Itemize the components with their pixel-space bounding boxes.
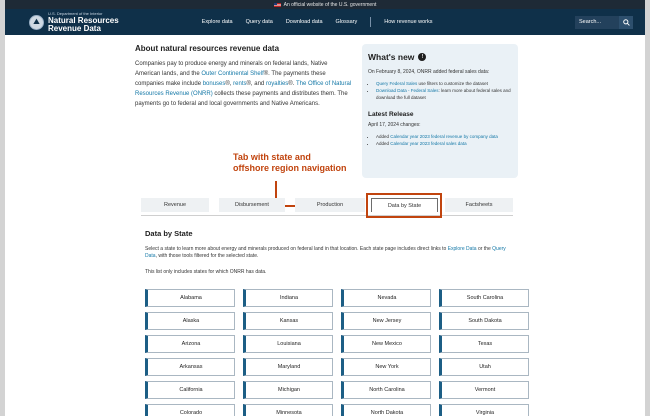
revenue-by-company-link[interactable]: Calendar year 2023 federal revenue by company data: [390, 134, 498, 139]
explore-data-link[interactable]: Explore Data: [447, 246, 477, 252]
rents-link[interactable]: rents: [233, 81, 247, 87]
about-text-part: collects these payments and distributes them. The payments go to federal and local governments and Native Americans.: [135, 91, 348, 107]
dbs-text-part: or the: [476, 246, 493, 252]
list-item-text: : learn more about federal sales and download the full dataset: [376, 88, 511, 100]
whats-new-date: On February 8, 2024, ONRR added federal sales data:: [368, 69, 490, 75]
about-text: Companies pay to produce energy and minerals on federal lands, Native American lands, and the Outer Continental Shelf®. The payments these companies make include bonuses®, rents®, and royalties®. The Office of Natural Resources Revenue (ONRR) collects these payments and distributes them. The payments go to federal and local governments and Native Americans.: [135, 61, 352, 107]
state-button-texas[interactable]: Texas: [439, 335, 529, 353]
state-button-south-carolina[interactable]: South Carolina: [439, 289, 529, 307]
state-button-indiana[interactable]: Indiana: [243, 289, 333, 307]
state-button-alabama[interactable]: Alabama: [145, 289, 235, 307]
onrr-link[interactable]: The Office of Natural Resources Revenue (ONRR): [135, 81, 352, 97]
doi-seal-icon: ⛰: [29, 15, 44, 30]
tab-highlight-box: [366, 193, 442, 218]
whats-new-title-text: What's new: [368, 52, 415, 62]
about-title: About natural resources revenue data: [135, 44, 280, 53]
dbs-text-part: , with those tools filtered for the selected state.: [155, 253, 259, 259]
state-button-new-mexico[interactable]: New Mexico: [341, 335, 431, 353]
state-button-arizona[interactable]: Arizona: [145, 335, 235, 353]
download-federal-sales-link[interactable]: Download Data - Federal Sales: [376, 88, 439, 93]
about-text-part: . The payments these companies make include: [135, 71, 326, 87]
data-by-state-note: This list only includes states for which ONRR has data.: [145, 269, 267, 275]
state-button-vermont[interactable]: Vermont: [439, 381, 529, 399]
annotation-line2: offshore region navigation: [233, 163, 347, 173]
bonuses-link[interactable]: bonuses: [202, 81, 226, 87]
info-icon: !: [418, 53, 426, 61]
query-data-link[interactable]: Query Data: [145, 246, 506, 259]
annotation-line1: Tab with state and: [233, 152, 311, 162]
state-button-north-dakota[interactable]: North Dakota: [341, 404, 431, 416]
state-button-utah[interactable]: Utah: [439, 358, 529, 376]
state-button-arkansas[interactable]: Arkansas: [145, 358, 235, 376]
dbs-text-part: Select a state to learn more about energy and minerals produced on federal land in that location. Each state page includes direct links to: [145, 246, 448, 252]
query-federal-sales-link[interactable]: Query Federal Sales: [376, 81, 418, 86]
latest-release-title: Latest Release: [368, 111, 414, 118]
state-button-alaska[interactable]: Alaska: [145, 312, 235, 330]
logo-dept: U.S. Department of the Interior: [48, 10, 103, 16]
state-button-colorado[interactable]: Colorado: [145, 404, 235, 416]
tab-data-by-state[interactable]: Data by State: [371, 198, 438, 212]
list-item-text: use filters to customize the dataset: [417, 81, 488, 86]
logo-title-line2: Revenue Data: [48, 23, 101, 33]
state-button-kansas[interactable]: Kansas: [243, 312, 333, 330]
state-button-maryland[interactable]: Maryland: [243, 358, 333, 376]
about-text-part: Companies pay to produce energy and minerals on federal lands, Native American lands, and the: [135, 61, 328, 77]
state-button-south-dakota[interactable]: South Dakota: [439, 312, 529, 330]
tab-disbursement[interactable]: Disbursement: [219, 198, 285, 212]
nav-download-data[interactable]: Download data: [285, 19, 323, 25]
state-button-michigan[interactable]: Michigan: [243, 381, 333, 399]
gov-banner-text: An official website of the U.S. government: [283, 1, 377, 8]
state-button-minnesota[interactable]: Minnesota: [243, 404, 333, 416]
list-item-prefix: Added: [376, 134, 391, 139]
tab-bar: [141, 198, 513, 216]
state-button-new-jersey[interactable]: New Jersey: [341, 312, 431, 330]
state-button-virginia[interactable]: Virginia: [439, 404, 529, 416]
page: [5, 0, 645, 416]
state-button-grid: [145, 289, 532, 416]
list-item-prefix: Added: [376, 141, 391, 146]
nav-query-data[interactable]: Query data: [245, 19, 273, 25]
royalties-link[interactable]: royalties: [265, 81, 289, 87]
tab-production[interactable]: Production: [295, 198, 365, 212]
data-by-state-title: Data by State: [145, 229, 193, 238]
state-button-nevada[interactable]: Nevada: [341, 289, 431, 307]
federal-sales-data-link[interactable]: Calendar year 2023 federal sales data: [390, 141, 467, 146]
tab-revenue[interactable]: Revenue: [141, 198, 209, 212]
logo-title-line1: Natural Resources: [48, 15, 119, 25]
state-button-north-carolina[interactable]: North Carolina: [341, 381, 431, 399]
latest-release-date: April 17, 2024 changes:: [368, 122, 421, 128]
nav-glossary[interactable]: Glossary: [335, 19, 358, 25]
ocs-link[interactable]: Outer Continental Shelf: [201, 71, 264, 77]
state-button-california[interactable]: California: [145, 381, 235, 399]
tab-factsheets[interactable]: Factsheets: [445, 198, 513, 212]
nav-explore-data[interactable]: Explore data: [201, 19, 233, 25]
state-button-new-york[interactable]: New York: [341, 358, 431, 376]
nav-how-revenue-works[interactable]: How revenue works: [384, 19, 433, 25]
data-by-state-text: [145, 246, 515, 260]
state-button-louisiana[interactable]: Louisiana: [243, 335, 333, 353]
